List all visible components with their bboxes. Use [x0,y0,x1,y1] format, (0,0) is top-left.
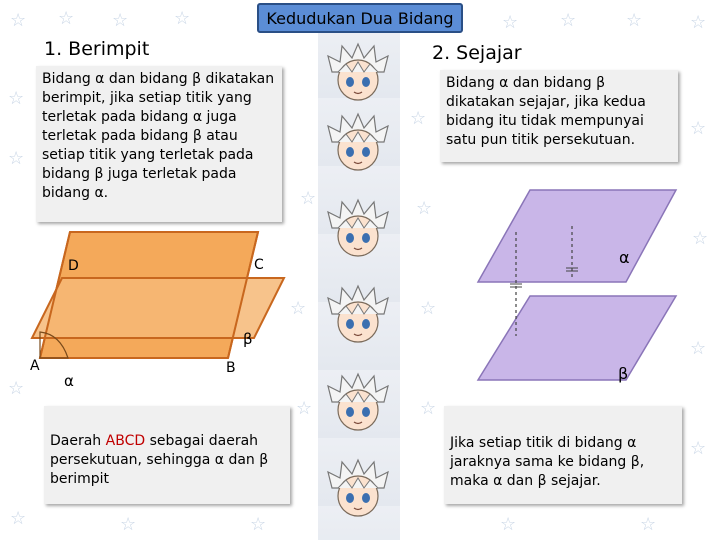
star-icon: ☆ [112,10,129,31]
vertex-label-c: C [254,257,264,273]
caption-abcd: ABCD [105,433,146,449]
slide-title: Kedudukan Dua Bidang [257,3,463,33]
cartoon-face-icon [326,372,390,434]
description-berimpit: Bidang α dan bidang β dikatakan berimpit, jika setiap titik yang terletak pada bidang α juga terletak pada bidang β atau setiap titik yang terletak pada bidang β juga terletak pada bidang α. [36,66,282,222]
cartoon-face-icon [326,198,390,260]
star-icon: ☆ [290,298,307,319]
vertex-label-d: D [68,258,79,274]
heading-berimpit: 1. Berimpit [44,38,150,60]
star-icon: ☆ [560,10,577,31]
coincident-planes-diagram [30,222,290,392]
star-icon: ☆ [690,438,707,459]
beta-label: β [618,364,629,383]
vertex-label-b: B [226,360,236,376]
heading-sejajar: 2. Sejajar [432,42,522,64]
star-icon: ☆ [692,228,709,249]
star-icon: ☆ [640,514,657,535]
star-icon: ☆ [8,378,25,399]
alpha-label: α [64,372,74,390]
star-icon: ☆ [420,398,437,419]
description-sejajar: Bidang α dan bidang β dikatakan sejajar, jika kedua bidang itu tidak mempunyai satu pun titik persekutuan. [440,70,678,162]
star-icon: ☆ [420,298,437,319]
cartoon-face-icon [326,42,390,104]
plane-beta [478,296,676,380]
star-icon: ☆ [250,514,267,535]
star-icon: ☆ [58,8,75,29]
star-icon: ☆ [300,188,317,209]
star-icon: ☆ [502,12,519,33]
plane-beta [32,278,284,338]
star-icon: ☆ [296,398,313,419]
cartoon-face-icon [326,458,390,520]
caption-text: Daerah [50,433,106,449]
caption-text: sebagai daerah persekutuan, sehingga α dan β berimpit [50,433,269,487]
caption-sejajar: Jika setiap titik di bidang α jaraknya sama ke bidang β, maka α dan β sejajar. [444,406,682,504]
star-icon: ☆ [174,8,191,29]
vertex-label-a: A [30,358,40,374]
star-icon: ☆ [626,10,643,31]
star-icon: ☆ [690,12,707,33]
star-icon: ☆ [10,508,27,529]
star-icon: ☆ [690,118,707,139]
star-icon: ☆ [690,338,707,359]
star-icon: ☆ [410,108,427,129]
beta-label: β [243,330,253,348]
star-icon: ☆ [120,514,137,535]
cartoon-face-icon [326,112,390,174]
caption-berimpit [44,406,290,504]
star-icon: ☆ [500,514,517,535]
star-icon: ☆ [8,88,25,109]
alpha-label: α [619,248,630,267]
star-icon: ☆ [10,10,27,31]
parallel-planes-diagram [430,186,690,396]
star-icon: ☆ [8,148,25,169]
star-icon: ☆ [416,198,433,219]
cartoon-face-icon [326,284,390,346]
